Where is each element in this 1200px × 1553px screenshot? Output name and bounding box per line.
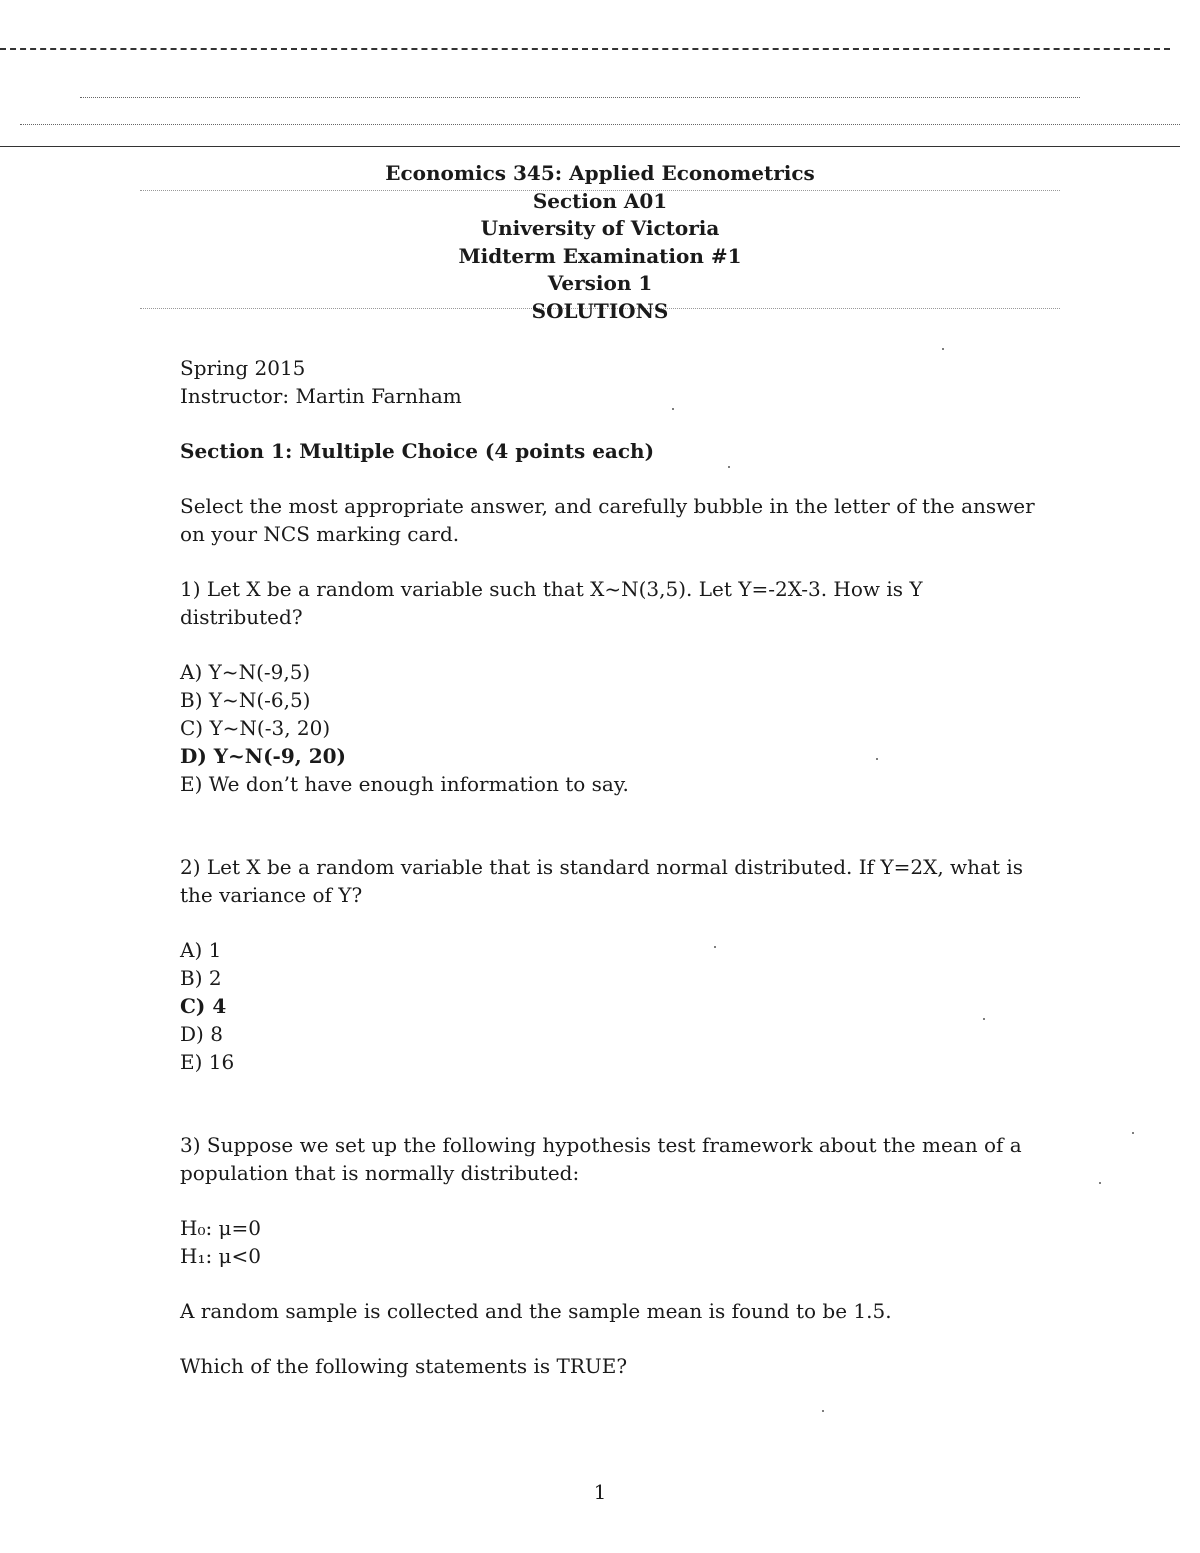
scan-artifact-line	[20, 124, 1180, 125]
question-1-option-d-correct: D) Y~N(-9, 20)	[180, 744, 346, 768]
instructions: Select the most appropriate answer, and carefully bubble in the letter of the answer on your NCS marking card.	[180, 494, 1035, 546]
question-1-option-b: B) Y~N(-6,5)	[180, 688, 311, 712]
scan-artifact-line	[80, 97, 1080, 98]
page-number: 1	[593, 1480, 607, 1504]
scan-speck	[942, 348, 944, 350]
exam-header	[0, 160, 1200, 325]
university-name: University of Victoria	[480, 216, 720, 240]
question-2-option-c-correct: C) 4	[180, 994, 227, 1018]
section-code: Section A01	[532, 188, 668, 213]
question-1-option-c: C) Y~N(-3, 20)	[180, 716, 331, 740]
instructor: Instructor: Martin Farnham	[180, 384, 462, 408]
course-title: Economics 345: Applied Econometrics	[385, 161, 815, 185]
term: Spring 2015	[180, 356, 306, 380]
question-1-prompt: 1) Let X be a random variable such that X~N(3,5). Let Y=-2X-3. How is Y distributed?	[180, 577, 923, 629]
question-1-option-e: E) We don’t have enough information to say.	[180, 772, 629, 796]
scan-artifact-line	[0, 48, 1170, 50]
question-2-option-d: D) 8	[180, 1022, 223, 1046]
sample-statement: A random sample is collected and the sample mean is found to be 1.5.	[180, 1299, 892, 1323]
section-heading: Section 1: Multiple Choice (4 points each)	[180, 439, 655, 463]
scan-speck	[822, 1410, 824, 1412]
question-2-option-a: A) 1	[180, 938, 222, 962]
exam-name: Midterm Examination #1	[458, 243, 742, 268]
scan-speck	[1099, 1182, 1101, 1184]
question-2-option-b: B) 2	[180, 966, 222, 990]
alternative-hypothesis: H₁: μ<0	[180, 1244, 262, 1268]
null-hypothesis: H₀: μ=0	[180, 1216, 262, 1240]
solutions-label: SOLUTIONS	[531, 298, 669, 323]
question-2-prompt: 2) Let X be a random variable that is standard normal distributed. If Y=2X, what is the variance of Y?	[180, 855, 1024, 907]
question-2-option-e: E) 16	[180, 1050, 235, 1074]
question-3-prompt: 3) Suppose we set up the following hypothesis test framework about the mean of a population that is normally distributed:	[180, 1133, 1022, 1185]
question-3-ask: Which of the following statements is TRUE?	[180, 1354, 628, 1378]
exam-body	[180, 354, 1040, 1380]
scan-speck	[1132, 1132, 1134, 1134]
question-1-option-a: A) Y~N(-9,5)	[180, 660, 311, 684]
exam-version: Version 1	[547, 271, 653, 295]
scan-artifact-line	[0, 146, 1180, 147]
